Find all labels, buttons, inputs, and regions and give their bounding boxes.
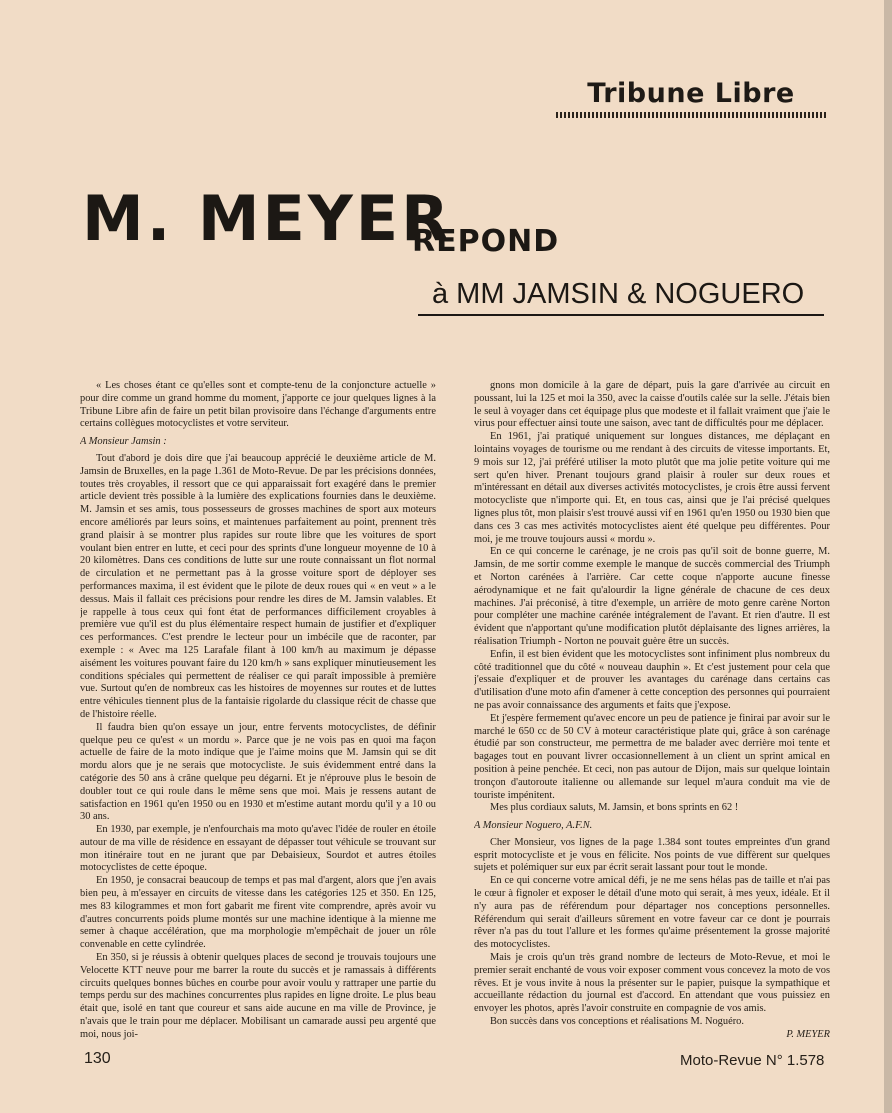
paragraph: Mais je crois qu'un très grand nombre de lecteurs de Moto-Revue, et moi le premier serait enchanté de vous voir exposer comment vous concevez la moto de vos rêves. Et je vous invite à nous la présenter sur le papier, puisque la sympathique et accueillante rédaction du journal est d'accord. En attendant que vous puissiez en envoyer les photos, après l'avoir construite en compagnie de vos amis.: [474, 952, 830, 1015]
paragraph: Et j'espère fermement qu'avec encore un peu de patience je finirai par avoir sur le marché le 650 cc de 50 CV à moteur caractéristique plate qui, grâce à son carénage étudié par son constructeur, me permettra de me balader avec derrière moi tente et bagages tout en pouvant livrer occasionnellement à un client un sprint amical en position à peine penchée. Et ceci, non pas autour de Dijon, mais sur quelque lointain tronçon d'autoroute italienne ou allemande sur lequel m'aura conduit ma vie de touriste impénitent.: [474, 712, 830, 801]
page-number: 130: [84, 1050, 111, 1067]
section-label: Tribune Libre: [587, 78, 795, 109]
section-heading: A Monsieur Noguero, A.F.N.: [474, 820, 593, 832]
paragraph: En ce qui concerne votre amical défi, je ne me sens hélas pas de taille et n'ai pas le cœur à fignoler et exposer le détail d'une moto qui serait, à mes yeux, idéale. Et il n'y aura pas de référendum pour départager nos conceptions personnelles. Référendum qui serait d'ailleurs sûrement en votre faveur car ce dont je pourrais rêver n'a pas du tout l'allure et les formes qu'aime présentement la grosse majorité des motocyclistes.: [474, 875, 830, 951]
paragraph: Tout d'abord je dois dire que j'ai beaucoup apprécié le deuxième article de M. Jamsin de Bruxelles, en la page 1.361 de Moto-Revue. De par les précisions données, toutes très croyables, il ressort que ce qui apparaissait fort exagéré dans le premier article devient très possible à la lumière des explications fournies dans le deuxième. M. Jamsin et ses amis, tous possesseurs de grosses machines de sport aux moteurs encore améliorés par leurs soins, et maintenues parfaitement au point, prennent très grand plaisir à se montrer plus rapides sur route libre que les voitures de sport voulant bien entrer en lutte, et ceci pour des sprints d'une longueur moyenne de 10 à 20 kilomètres. Dans ces conditions de lutte sur une route connaissant un flot normal de circulation et ne permettant pas à la grosse voiture sport de déployer ses performances maxima, il est évident que le pilote de deux roues qui « en veut » a le dessus. Mais il fallait ces précisions pour rendre les dires de M. Jamsin valables. Et je rappelle à tous ceux qui font état de performances difficilement croyables à première vue qu'il est du plus élémentaire respect humain de justifier et d'expliquer ces performances. C'est prendre le lecteur pour un imbécile que de raconter, par exemple : « Avec ma 125 Larafale filant à 100 km/h au maximum je dépasse aisément les voitures pouvant faire du 120 km/h » sans expliquer minutieusement les conditions spéciales qui permettent de réaliser ce qui paraît impossible à première vue. Surtout qu'en de nombreux cas les histoires de moyennes sur routes et de luttes entre véhicules tiennent plus de la fantaisie rigolarde du classique récit de chasse que de l'histoire réelle.: [80, 452, 436, 720]
paragraph: En 1961, j'ai pratiqué uniquement sur longues distances, me déplaçant en lointains voyages de tourisme ou me rendant à des circuits de vitesse importants. Et, 9 mois sur 12, j'ai préféré utiliser la moto plutôt que ma jolie petite voiture qui me sert qu'en hiver. Prenant toujours grand plaisir à rouler sur deux roues et m'intéressant en détail aux diverses activités motocyclistes, je crois être aussi fervent motocycliste que n'importe qui. Et, en tous cas, ainsi que je l'ai précisé quelques lignes plus tôt, mon plaisir s'est trouvé aussi vif en 1961 qu'en 1950 ou 1930 bien que dans ces 3 cas mes activités motocyclistes aient été quelque peu différentes. Pour moi, je me trouve toujours aussi « mordu ».: [474, 431, 830, 545]
headline-name: M. MEYER: [82, 182, 452, 255]
page-edge: [884, 0, 892, 1113]
headline-underline: [418, 314, 824, 316]
paragraph: « Les choses étant ce qu'elles sont et compte-tenu de la conjoncture actuelle » pour dire comme un grand homme du moment, j'apporte ce jour quelques lignes à la Tribune Libre afin de faire un petit bilan provisoire dans l'échange d'arguments entre certains collègues motocyclistes et votre serviteur.: [80, 380, 436, 430]
signature: P. MEYER: [786, 1028, 830, 1040]
paragraph: gnons mon domicile à la gare de départ, puis la gare d'arrivée au circuit en poussant, lui la 125 et moi la 350, avec la caisse d'outils calée sur la selle. J'étais bien le seul à voyager dans cet équipage plus que modeste et il fallait vraiment que j'aie le virus pour effectuer ainsi toute une saison, avec tant de difficultés pour me déplacer.: [474, 380, 830, 430]
paragraph: Il faudra bien qu'on essaye un jour, entre fervents motocyclistes, de définir quelque peu ce qu'est « un mordu ». Parce que je ne vois pas en quoi ma façon actuelle de faire de la moto indique que je l'aime moins que M. Jamsin qui se dit mordu alors que je ne serais que motocycliste. Je suis évidemment entré dans la catégorie des 50 ans à crâne quelque peu dégarni. Et je n'éprouve plus le besoin de doubler tout ce qui roule dans le même sens que moi. Mais je ressens autant de satisfaction en 1961 qu'en 1950 ou en 1930 et m'estime autant mordu qu'il y a 10 ou 30 ans.: [80, 721, 436, 823]
headline-verb: REPOND: [412, 224, 560, 259]
section-rule: [556, 112, 826, 118]
headline-subtitle: à MM JAMSIN & NOGUERO: [432, 278, 805, 310]
article-column-left: [80, 380, 436, 1040]
section-heading: A Monsieur Jamsin :: [80, 436, 167, 448]
article-column-right: [474, 380, 830, 1040]
paragraph: Enfin, il est bien évident que les motocyclistes sont infiniment plus nombreux du côté traditionnel que du côté « nouveau dauphin ». Et c'est justement pour cela que j'essaie d'expliquer et de prouver les avantages du carénage dans certains cas d'utilisation d'une moto afin d'amener à cette conception des personnes qui pourraient ne pas avoir connaissance des arguments et faits que j'expose.: [474, 648, 830, 711]
paragraph: En ce qui concerne le carénage, je ne crois pas qu'il soit de bonne guerre, M. Jamsin, de me sortir comme exemple le manque de succès commercial des Triumph et Norton carénées à l'arrière. Car cette coque n'apporte aucune finesse aérodynamique et ne fait qu'alourdir la ligne générale de chacune de ces deux machines. J'ai préconisé, à titre d'exemple, un arrière de moto genre carène Norton pour compléter une machine carénée intégralement de l'avant. Et rien d'autre. Il est évident que n'apportant qu'une modification plutôt déplaisante des lignes arrières, la réalisation Triumph - Norton ne pouvait guère être un succès.: [474, 546, 830, 647]
paragraph: Cher Monsieur, vos lignes de la page 1.384 sont toutes empreintes d'un grand esprit motocycliste et je vous en félicite. Nos points de vue diffèrent sur quelques sujets et polémiquer sur eux par écrit serait lassant pour tout le monde.: [474, 836, 830, 874]
paragraph: En 1930, par exemple, je n'enfourchais ma moto qu'avec l'idée de rouler en étoile autour de ma ville de résidence en essayant de dépasser tout véhicule se trouvant sur mon itinéraire tout en ne jurant que par Debaisieux, Sourdot et autres étoiles motocyclistes de cette époque.: [80, 824, 436, 874]
paragraph: Mes plus cordiaux saluts, M. Jamsin, et bons sprints en 62 !: [490, 802, 739, 814]
paragraph: En 350, si je réussis à obtenir quelques places de second je trouvais toujours une Velocette KTT neuve pour me barrer la route du succès et je ramassais à différents circuits quelques bonnes bûches en courbe pour avoir voulu y rattraper une partie du temps perdu sur des machines concurrentes plus rapides en ligne droite. Le plus beau était que, isolé en tant que coureur et sans aide aucune en ma ville de Province, je n'avais que le train pour me déplacer. Mobilisant un camarade aussi peu argenté que moi, nous joi-: [80, 952, 436, 1040]
magazine-issue: Moto-Revue N° 1.578: [680, 1052, 825, 1069]
paragraph: En 1950, je consacrai beaucoup de temps et pas mal d'argent, alors que j'en avais bien peu, à m'essayer en circuits de vitesse dans les catégories 125 et 350. En 125, mes 83 kilogrammes et mon fort gabarit me firent vite comprendre, après avoir vu d'autres concurrents poids plume montés sur une machine identique à la mienne me semer à chaque accélération, que ma morphologie m'empêchait de jouer un rôle convenable en cette cylindrée.: [80, 875, 436, 951]
paragraph: Bon succès dans vos conceptions et réalisations M. Noguéro.: [490, 1016, 744, 1028]
